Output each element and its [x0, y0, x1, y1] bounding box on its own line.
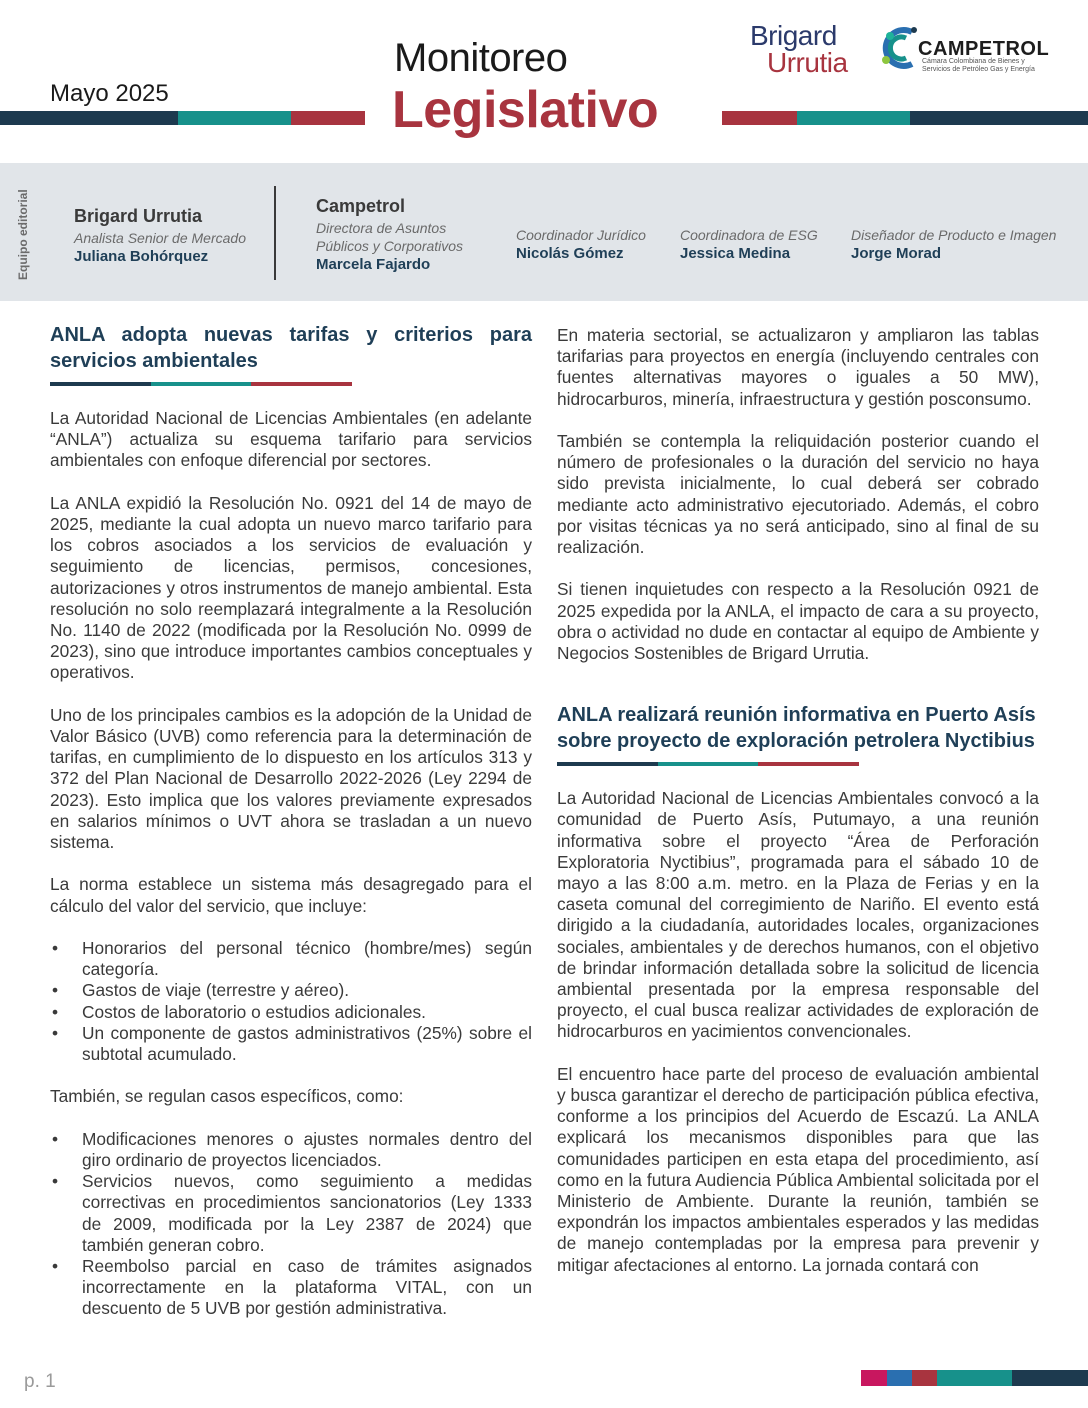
article2-paragraph: La Autoridad Nacional de Licencias Ambientales convocó a la comunidad de Puerto Asís, Putumayo, a una reunión informativa sobre el proyecto “Área de Perforación Exploratoria Nyctibius”, programada para el sábado 10 de mayo a las 8:00 a.m. metro. en la Plaza de Ferias y en la caseta comunal del corregimiento de Nariño. El evento está dirigido a la ciudadanía, autoridades locales, organizaciones sociales, ambientales y de derechos humanos, con el objetivo de brindar información detallada sobre la solicitud de licencia ambiental presentada por la empresa responsable del proyecto, el cual busca realizar actividades de exploración de hidrocarburos en yacimientos convencionales. [557, 788, 1039, 1042]
article1-paragraph: La ANLA expidió la Resolución No. 0921 del 14 de mayo de 2025, mediante la cual adopta un nuevo marco tarifario para los cobros asociados a los servicios de evaluación y seguimiento de licencias, permisos, concesiones, autorizaciones y otros instrumentos de manejo ambiental. Esta resolución no solo reemplazará integralmente a la Resolución No. 1140 de 2022 (modificada por la Resolución No. 0999 de 2023), sino que introduce importantes cambios conceptuales y operativos. [50, 492, 532, 683]
article1-title-rule [50, 382, 352, 386]
article1-paragraph: La norma establece un sistema más desagregado para el cálculo del valor del servicio, que incluye: [50, 874, 532, 916]
article2-title-rule [557, 762, 859, 766]
editor-member-1 [516, 226, 646, 262]
list-item: • Modificaciones menores o ajustes normales dentro del giro ordinario de proyectos licenciados. [50, 1129, 532, 1171]
footer-bar-teal [937, 1370, 1012, 1386]
list-item: • Servicios nuevos, como seguimiento a medidas correctivas en procedimientos sancionatorios (Ley 1333 de 2009, modificada por la Ley 2387 de 2024) que también generan cobro. [50, 1171, 532, 1256]
editor-name: Juliana Bohórquez [74, 248, 209, 265]
issue-date: Mayo 2025 [50, 80, 169, 107]
article1-paragraph: En materia sectorial, se actualizaron y ampliaron las tablas tarifarias para proyectos en energía (incluyendo centrales con fuentes alternativas mayores o iguales a 50 MW), hidrocarburos, minería, infraestructura y gestión posconsumo. [557, 325, 1039, 409]
article1-list-components [50, 938, 532, 1065]
page-number: p. 1 [24, 1371, 56, 1392]
editor-member-3 [851, 226, 1056, 262]
article1-paragraph: Uno de los principales cambios es la adopción de la Unidad de Valor Básico (UVB) como referencia para la determinación de tarifas, en cumplimiento de lo dispuesto en los artículos 313 y 372 del Plan Nacional de Desarrollo 2022-2026 (Ley 2294 de 2023). Esto implica que los valores previamente expresados en salarios mínimos o UVT ahora se trasladan a un nuevo sistema. [50, 704, 532, 853]
header-bar-navy-right [910, 111, 1088, 125]
page-title-line1: Monitoreo [394, 36, 568, 80]
campetrol-logo-icon [876, 22, 922, 74]
header-bar-red-left [291, 111, 365, 125]
brigard-logo-line1: Brigard [750, 20, 837, 51]
left-column [50, 322, 532, 1341]
header-bar-red-right [722, 111, 797, 125]
footer-bar-navy [1012, 1370, 1088, 1386]
footer-bar-red [912, 1370, 937, 1386]
article1-paragraph: También se contempla la reliquidación posterior cuando el número de profesionales o la duración del servicio no haya sido prevista inicialmente, lo cual deberá ser cobrado mediante acto administrativo ejecutoriado. Además, el cobro por visitas técnicas ya no será anticipado, sino al final de su realización. [557, 431, 1039, 558]
editor-name: Nicolás Gómez [516, 245, 624, 262]
article1-title: ANLA adopta nuevas tarifas y criterios para servicios ambientales [50, 324, 532, 372]
editor-role: Coordinador Jurídico [516, 227, 646, 243]
header-bar-navy-left [0, 111, 178, 125]
editor-member-2 [680, 226, 818, 262]
editor-name: Jorge Morad [851, 245, 942, 262]
campetrol-logo-name: CAMPETROL [918, 38, 1050, 60]
article2-title: ANLA realizará reunión informativa en Puerto Asís sobre proyecto de exploración petrolera Nyctibius [557, 704, 1036, 753]
editor-brigard [74, 206, 246, 265]
list-item: • Reembolso parcial en caso de trámites asignados incorrectamente en la plataforma VITAL, con un descuento de 5 UVB por gestión administrativa. [50, 1256, 532, 1320]
list-item: • Costos de laboratorio o estudios adicionales. [50, 1002, 532, 1023]
list-item: • Un componente de gastos administrativos (25%) sobre el subtotal acumulado. [50, 1023, 532, 1065]
list-item: • Honorarios del personal técnico (hombre/mes) según categoría. [50, 938, 532, 980]
article1-paragraph: La Autoridad Nacional de Licencias Ambientales (en adelante “ANLA”) actualiza su esquema tarifario para servicios ambientales con enfoque diferencial por sectores. [50, 408, 532, 471]
article1-paragraph: También, se regulan casos específicos, como: [50, 1086, 404, 1107]
editor-name: Jessica Medina [680, 245, 791, 262]
article1-paragraph: Si tienen inquietudes con respecto a la Resolución 0921 de 2025 expedida por la ANLA, el impacto de cara a su proyecto, obra o actividad no dude en contactar al equipo de Ambiente y Negocios Sostenibles de Brigard Urrutia. [557, 579, 1039, 664]
editor-campetrol [316, 196, 463, 273]
editor-role: Diseñador de Producto e Imagen [851, 227, 1057, 243]
article1-list-cases [50, 1129, 532, 1320]
editor-name: Marcela Fajardo [316, 256, 431, 273]
editor-role: Directora de Asuntos [316, 220, 447, 236]
page-title-line2: Legislativo [392, 81, 659, 139]
right-column [557, 325, 1039, 1276]
article2-paragraph: El encuentro hace parte del proceso de evaluación ambiental y busca garantizar el derecho de participación pública efectiva, conforme a los principios del Acuerdo de Escazú. La ANLA explicará los mecanismos disponibles para que las comunidades participen en esta etapa del procedimiento, así como en la futura Audiencia Pública Ambiental solicitada por el Ministerio de Ambiente. Durante la reunión, también se expondrán los impactos ambientales esperados y las medidas de manejo contempladas por la empresa para prevenir y mitigar afectaciones al entorno. La jornada contará con [557, 1063, 1039, 1275]
list-item: • Gastos de viaje (terrestre y aéreo). [50, 980, 532, 1001]
campetrol-logo-subtitle: Cámara Colombiana de Bienes y Servicios de Petróleo Gas y Energía [922, 58, 1035, 73]
editor-org: Campetrol [316, 196, 406, 216]
editor-role: Analista Senior de Mercado [74, 230, 246, 246]
footer-bar-blue [887, 1370, 912, 1386]
editorial-team-label: Equipo editorial [16, 189, 30, 280]
header-bar-teal-right [797, 111, 910, 125]
footer-bar-magenta [861, 1370, 887, 1386]
editor-org: Brigard Urrutia [74, 206, 203, 226]
editorial-divider [274, 186, 276, 280]
brigard-logo-line2: Urrutia [767, 47, 848, 78]
header-bar-teal-left [178, 111, 291, 125]
editor-role: Coordinadora de ESG [680, 227, 818, 243]
editor-role: Públicos y Corporativos [316, 238, 464, 254]
